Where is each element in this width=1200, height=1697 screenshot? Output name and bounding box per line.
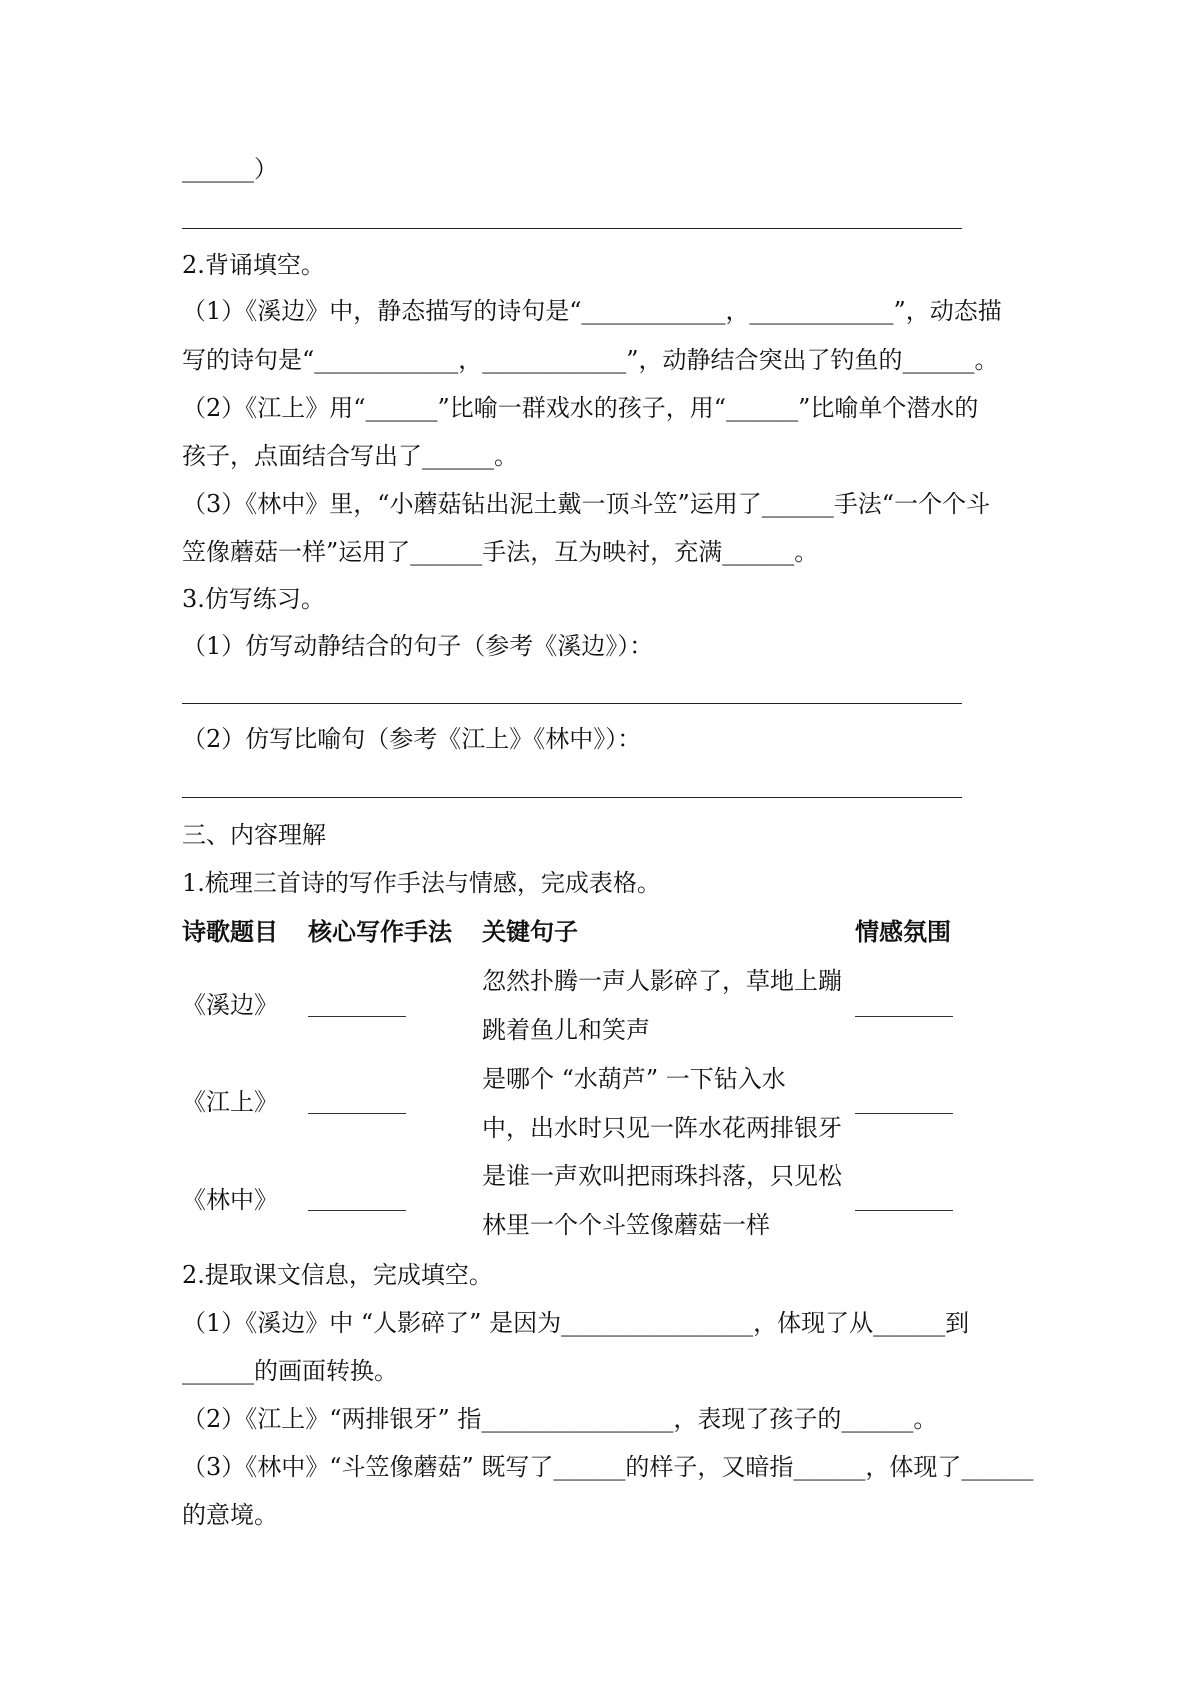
table-header-title: 诗歌题目 xyxy=(182,918,278,946)
question-content-2-3-line-2: 的意境。 xyxy=(182,1501,278,1529)
question-2-3-line-2: 笠像蘑菇一样”运用了______手法，互为映衬，充满______。 xyxy=(182,538,819,566)
table-row-3-emotion-blank[interactable] xyxy=(855,1210,953,1211)
table-row-3-sentence-line-2: 林里一个个斗笠像蘑菇一样 xyxy=(482,1211,770,1239)
question-2-2-line-1: （2）《江上》用“______”比喻一群戏水的孩子，用“______”比喻单个潜水的 xyxy=(182,394,979,422)
question-2-2-line-2: 孩子，点面结合写出了______。 xyxy=(182,442,518,470)
table-header-technique: 核心写作手法 xyxy=(308,918,452,946)
question-content-2-2: （2）《江上》“两排银牙” 指________________，表现了孩子的______。 xyxy=(182,1405,938,1433)
table-row-2-title: 《江上》 xyxy=(182,1088,278,1116)
section-heading-content: 三、内容理解 xyxy=(182,821,326,849)
question-content-2-3-line-1: （3）《林中》“斗笠像蘑菇” 既写了______的样子，又暗指______，体现了______ xyxy=(182,1453,1034,1481)
question-content-1-title: 1.梳理三首诗的写作手法与情感，完成表格。 xyxy=(182,869,661,897)
table-row-1-title: 《溪边》 xyxy=(182,991,278,1019)
question-content-2-1-line-2: ______的画面转换。 xyxy=(182,1357,398,1385)
answer-line[interactable] xyxy=(182,228,962,229)
table-row-1-technique-blank[interactable] xyxy=(308,1016,406,1017)
table-row-1-sentence-line-1: 忽然扑腾一声人影碎了，草地上蹦 xyxy=(482,967,842,995)
question-3-1: （1）仿写动静结合的句子（参考《溪边》）： xyxy=(182,632,654,660)
question-2-1-line-1: （1）《溪边》中，静态描写的诗句是“____________，____________”，动态描 xyxy=(182,297,1002,325)
table-row-1-emotion-blank[interactable] xyxy=(855,1016,953,1017)
table-header-emotion: 情感氛围 xyxy=(855,918,951,946)
question-2-3-line-1: （3）《林中》里，“小蘑菇钻出泥土戴一顶斗笠”运用了______手法“一个个斗 xyxy=(182,490,991,518)
table-row-3-sentence-line-1: 是谁一声欢叫把雨珠抖落，只见松 xyxy=(482,1162,842,1190)
table-row-3-title: 《林中》 xyxy=(182,1186,278,1214)
question-content-2-title: 2.提取课文信息，完成填空。 xyxy=(182,1261,493,1289)
question-2-1-line-2: 写的诗句是“____________，____________”，动静结合突出了钓鱼的______。 xyxy=(182,346,999,374)
section-title-recite: 2.背诵填空。 xyxy=(182,251,325,279)
table-row-3-technique-blank[interactable] xyxy=(308,1210,406,1211)
table-row-2-emotion-blank[interactable] xyxy=(855,1113,953,1114)
answer-line-3-2[interactable] xyxy=(182,797,962,798)
answer-blank-continuation[interactable]: ______） xyxy=(182,155,278,183)
question-content-2-1-line-1: （1）《溪边》中 “人影碎了” 是因为________________，体现了从______到 xyxy=(182,1309,970,1337)
table-row-2-technique-blank[interactable] xyxy=(308,1113,406,1114)
table-row-2-sentence-line-2: 中，出水时只见一阵水花两排银牙 xyxy=(482,1114,842,1142)
table-row-2-sentence-line-1: 是哪个 “水葫芦” 一下钻入水 xyxy=(482,1065,786,1093)
answer-line-3-1[interactable] xyxy=(182,703,962,704)
table-header-sentence: 关键句子 xyxy=(482,918,578,946)
table-row-1-sentence-line-2: 跳着鱼儿和笑声 xyxy=(482,1016,650,1044)
section-title-imitate: 3.仿写练习。 xyxy=(182,585,325,613)
question-3-2: （2）仿写比喻句（参考《江上》《林中》）： xyxy=(182,725,642,753)
